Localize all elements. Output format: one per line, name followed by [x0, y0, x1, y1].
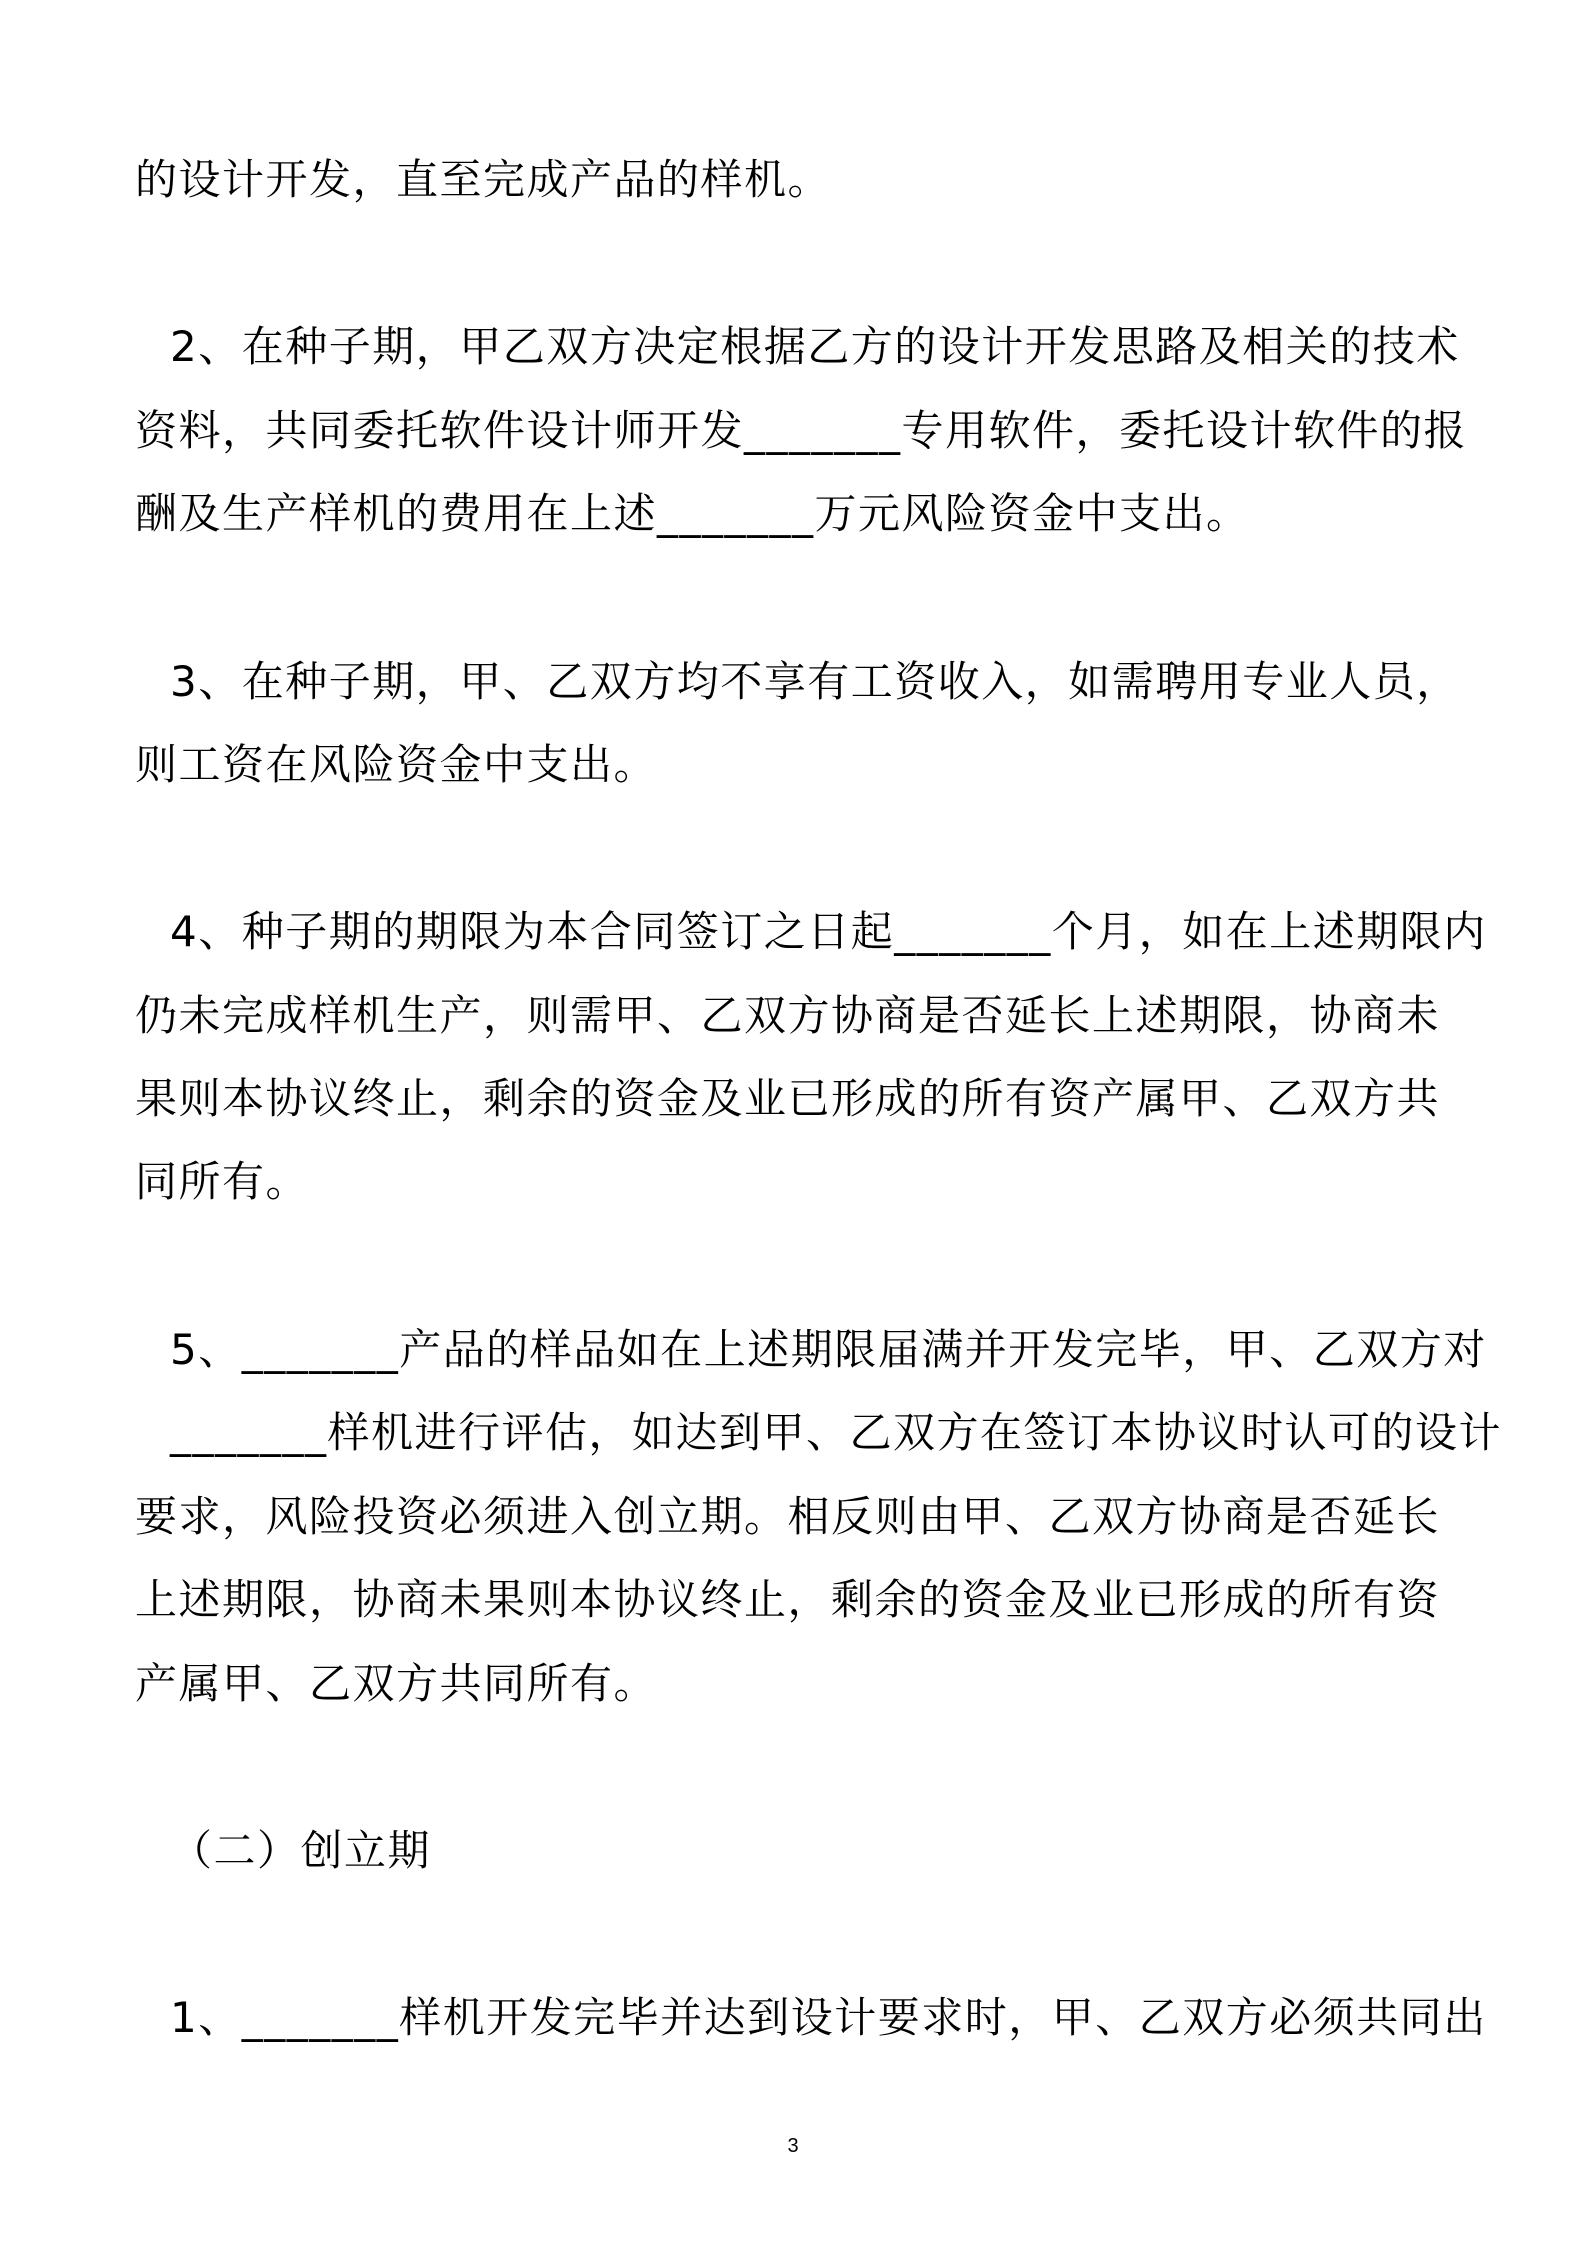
text-line-12: _______样机进行评估，如达到甲、乙双方在签订本协议时认可的设计 [170, 1408, 1503, 1457]
text-line-13: 要求，风险投资必须进入创立期。相反则由甲、乙双方协商是否延长 [135, 1492, 1441, 1541]
text-line-3: 资料，共同委托软件设计师开发_______专用软件，委托设计软件的报 [135, 406, 1468, 455]
text-line-17: 1、_______样机开发完毕并达到设计要求时，甲、乙双方必须共同出 [170, 1993, 1487, 2042]
text-line-4: 酬及生产样机的费用在上述_______万元风险资金中支出。 [135, 489, 1250, 538]
text-line-9: 果则本协议终止，剩余的资金及业已形成的所有资产属甲、乙双方共 [135, 1074, 1441, 1123]
text-line-14: 上述期限，协商未果则本协议终止，剩余的资金及业已形成的所有资 [135, 1575, 1441, 1624]
text-line-8: 仍未完成样机生产，则需甲、乙双方协商是否延长上述期限，协商未 [135, 991, 1441, 1040]
text-line-6: 则工资在风险资金中支出。 [135, 740, 658, 789]
text-line-15: 产属甲、乙双方共同所有。 [135, 1659, 658, 1708]
page-number: 3 [787, 2135, 799, 2157]
text-line-11: 5、_______产品的样品如在上述期限届满并开发完毕，甲、乙双方对 [170, 1325, 1487, 1374]
text-line-2: 2、在种子期，甲乙双方决定根据乙方的设计开发思路及相关的技术 [170, 322, 1460, 371]
section-heading: （二）创立期 [170, 1826, 432, 1875]
text-line-7: 4、种子期的期限为本合同签订之日起_______个月，如在上述期限内 [170, 907, 1487, 956]
text-line-10: 同所有。 [135, 1157, 310, 1206]
text-line-1: 的设计开发，直至完成产品的样机。 [135, 155, 832, 204]
text-line-5: 3、在种子期，甲、乙双方均不享有工资收入，如需聘用专业人员， [170, 657, 1460, 706]
